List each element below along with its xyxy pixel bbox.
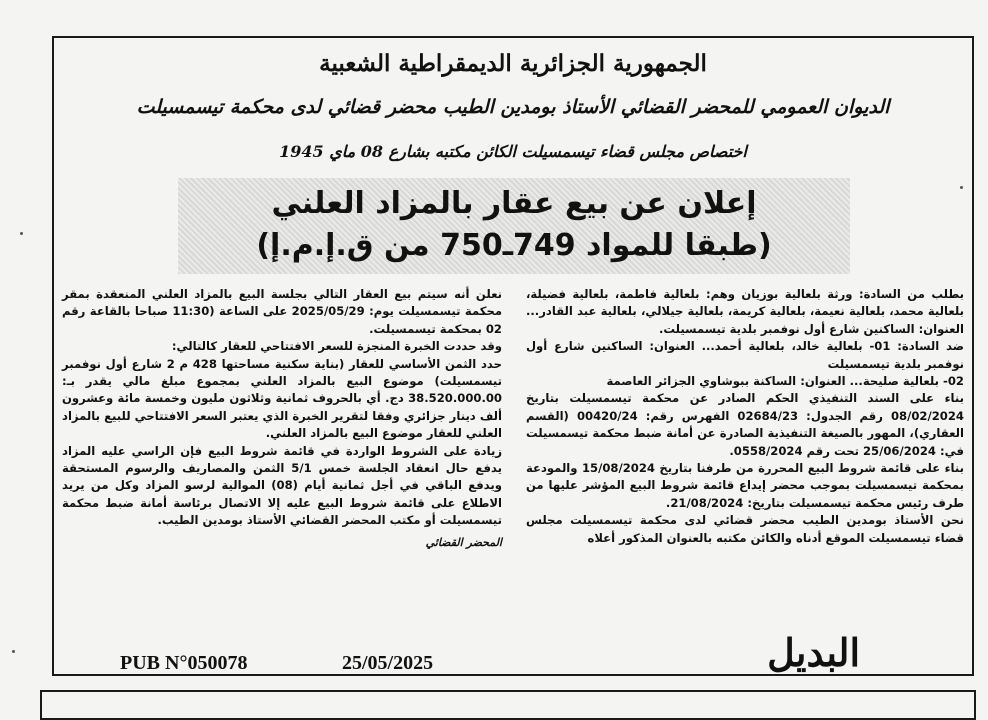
announcement-subtitle: (طبقا للمواد 749ـ750 من ق.إ.م.إ)	[256, 228, 772, 263]
scan-speck	[20, 232, 23, 235]
paragraph: نعلن أنه سيتم بيع العقار التالي بجلسة البيع بالمزاد العلني المنعقدة بمقر محكمة تيسمسيلت يوم: 2025/05/29 على الساعة (11:30 صباحا بالقاعة رقم 02 بمحكمة تيسمسيلت.	[62, 287, 503, 336]
paragraph: زيادة على الشروط الواردة في قائمة شروط البيع فإن الراسي عليه المزاد يدفع حال انعقاد الجلسة خمس 5/1 الثمن والمصاريف والرسوم المستحقة ويدفع الباقي في أجل ثمانية أيام (08) الموالية لرسو المزاد وكل من يريد الاطلاع على قائمة شروط البيع عليه إلا الاتصال برئاسة أمانة ضبط محكمة تيسمسيلت أو مكتب المحضر القضائي الأستاذ بومدين الطيب.	[62, 443, 502, 528]
pub-number: PUB N°050078	[120, 652, 248, 674]
republic-heading: الجمهورية الجزائرية الديمقراطية الشعبية	[319, 50, 707, 77]
paragraph: بطلب من السادة: ورثة بلعالية بوزيان وهم: بلعالية فاطمة، بلعالية فضيلة، بلعالية محمد، بلعالية نعيمة، بلعالية كريمة، بلعالية جيلالي، بلعالية عبد القادر... العنوان: الساكنين شارع أول نوفمبر بلدية تيسمسيلت.	[526, 287, 964, 336]
paragraph: وقد حددت الخبرة المنجزة للسعر الافتتاحي للعقار كالتالي:	[171, 339, 502, 354]
scan-speck	[12, 650, 15, 653]
title-band	[178, 178, 850, 274]
paragraph: ضد السادة: 01- بلعالية خالد، بلعالية أحمد... العنوان: الساكنين شارع أول نوفمبر بلدية تيسمسيلت	[526, 339, 964, 371]
office-heading: الديوان العمومي للمحضر القضائي الأستاذ بومدين الطيب محضر قضائي لدى محكمة تيسمسيلت	[136, 96, 890, 118]
announcement-frame	[52, 36, 974, 676]
paragraph: حدد الثمن الأساسي للعقار (بناية سكنية مساحتها 428 م 2 شارع أول نوفمبر تيسمسيلت) موضوع البيع بالمزاد العلني بمجموع مبلغ مالي يقدر بـ: 38.520.000.00 دج. أي بالحروف ثمانية وثلاثون مليون وخمسة مائة وعشرون ألف دينار جزائري وفقا لتقرير الخبرة الذي يعتبر السعر الافتتاحي للبيع بالمزاد العلني للعقار موضوع البيع بالمزاد العلني.	[62, 356, 502, 441]
announcement-title: إعلان عن بيع عقار بالمزاد العلني	[271, 186, 757, 221]
left-column-text	[62, 286, 502, 551]
jurisdiction-heading: اختصاص مجلس قضاء تيسمسيلت الكائن مكتبه بشارع 08 ماي 1945	[279, 142, 747, 161]
right-column-text	[526, 286, 964, 547]
paragraph: 02- بلعالية صليحة... العنوان: الساكنة ببوشاوي الجزائر العاصمة	[606, 374, 964, 389]
signature: المحضر القضائي	[425, 535, 502, 549]
scan-speck	[960, 186, 963, 189]
pub-date: 25/05/2025	[342, 652, 434, 674]
paragraph: بناء على قائمة شروط البيع المحررة من طرفنا بتاريخ 15/08/2024 والمودعة بمحكمة تيسمسيلت بموجب محضر إيداع قائمة شروط البيع المؤشر عليها من طرف رئيس محكمة تيسمسيلت بتاريخ: 21/08/2024.	[526, 461, 965, 510]
badil-label: البديل	[767, 630, 860, 675]
paragraph: بناء على السند التنفيذي الحكم الصادر عن محكمة تيسمسيلت بتاريخ 08/02/2024 رقم الجدول: 02684/23 الفهرس رقم: 00420/24 (القسم العقاري)، المهور بالصيغة التنفيذية الصادرة عن أمانة ضبط محكمة تيسمسيلت في: 25/06/2024 تحت رقم 0558/2024.	[526, 391, 964, 458]
next-ad-frame-edge	[40, 690, 976, 720]
paragraph: نحن الأستاذ بومدين الطيب محضر قضائي لدى محكمة تيسمسيلت مجلس قضاء تيسمسيلت الموقع أدناه والكائن مكتبه بالعنوان المذكور أعلاه	[526, 513, 964, 545]
